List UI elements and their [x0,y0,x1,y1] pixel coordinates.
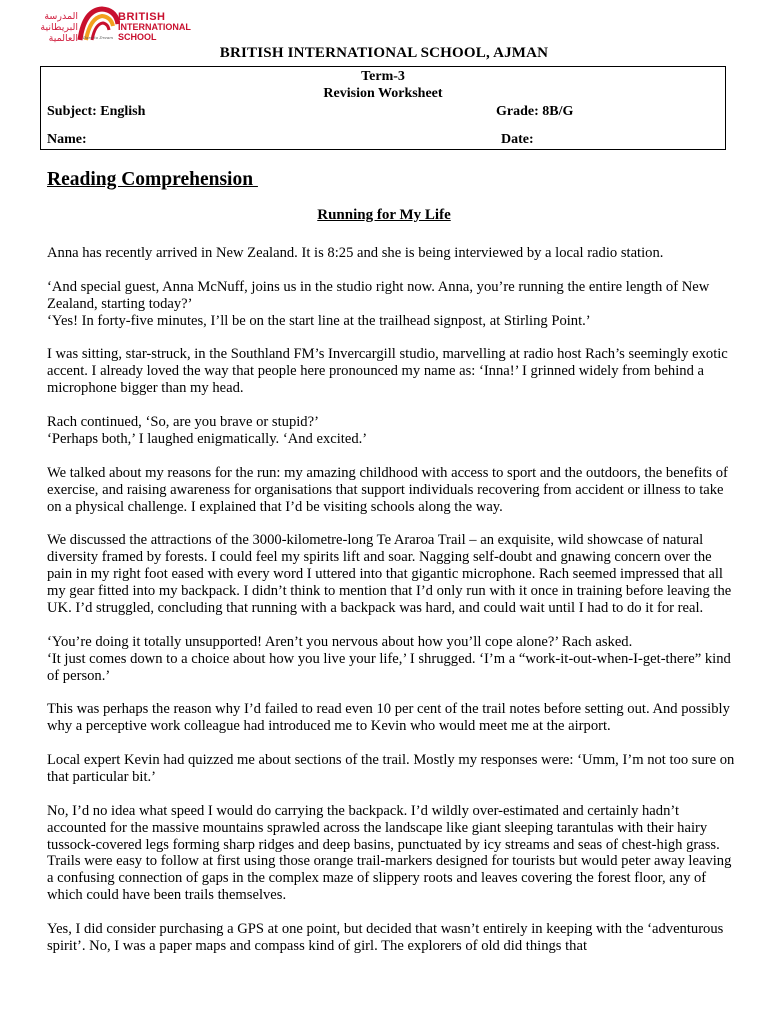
passage-paragraph: Local expert Kevin had quizzed me about sections of the trail. Mostly my responses were: ‘Umm, I’m not too sure on that particular bit.’ [47,752,735,785]
section-heading: Reading Comprehension [47,169,258,190]
passage-body [47,245,737,972]
passage-paragraph: We discussed the attractions of the 3000-kilometre-long Te Araroa Trail – an exquisite, wild showcase of natural diversity framed by forests. I could feel my spirits lift and soar. Nagging self-doubt and gnawing concern over the pain in my right foot eased with every word I uttered into that gigantic microphone. Rach seemed impressed that all my gear fitted into my backpack. I didn’t think to mention that I’d only run with it once in training before leaving the UK. I’d struggled, concluding that running with a backpack was hard, and could wait until I had to do it for real. [47,532,732,616]
passage-paragraph: I was sitting, star-struck, in the Southland FM’s Invercargill studio, marvelling at radio host Rach’s seemingly exotic accent. I already loved the way that people here pronounced my name as: ‘Inna!’ I grinned widely from behind a microphone bigger than my head. [47,346,728,397]
school-title: BRITISH INTERNATIONAL SCHOOL, AJMAN [219,45,549,61]
passage-paragraph: No, I’d no idea what speed I would do carrying the backpack. I’d wildly over-estimated and certainly hadn’t accounted for the massive mountains sprawled across the landscape like giant sleeping tarantulas with their hairy tussock-covered legs forming sharp ridges and deep basins, punctuated by icy streams and seas of chest-high grass. Trails were easy to follow at first using those orange trail-markers designed for tourists but would peter away leaving a confusing connection of gaps in the complex maze of slippery roots and leaves covering the forest floor, any of which could have been trails themselves. [47,802,732,904]
story-title: Running for My Life [317,207,451,223]
worksheet-label: Revision Worksheet [323,86,443,101]
logo-tagline: Dare to Dream [82,35,114,40]
passage-paragraph: ‘And special guest, Anna McNuff, joins us in the studio right now. Anna, you’re running the entire length of New Zealand, starting today?’ ‘Yes! In forty-five minutes, I’ll be on the start line at the trailhead signpost, at Stirling Point.’ [47,278,710,329]
school-emblem-icon [76,6,120,42]
passage-paragraph: Yes, I did consider purchasing a GPS at one point, but decided that wasn’t entirely in keeping with the ‘adventurous spirit’. No, I was a paper maps and compass kind of girl. The explorers of old did things that [47,921,724,954]
subject-label: Subject: English [47,104,146,119]
passage-paragraph: Anna has recently arrived in New Zealand. It is 8:25 and she is being interviewed by a local radio station. [47,245,664,261]
grade-label: Grade: 8B/G [496,104,574,119]
logo-arabic-text: المدرسة البريطانية العالمية [40,11,78,44]
term-label: Term-3 [361,69,405,84]
passage-paragraph: This was perhaps the reason why I’d failed to read even 10 per cent of the trail notes before setting out. And possibly why a perceptive work colleague had introduced me to Kevin who would meet me at the airport. [47,701,730,735]
logo-english-text: BRITISH INTERNATIONAL SCHOOL [118,11,191,42]
school-logo [12,6,192,42]
worksheet-info-box [40,66,726,150]
passage-paragraph: ‘You’re doing it totally unsupported! Aren’t you nervous about how you’ll cope alone?’ Rach asked. ‘It just comes down to a choice about how you live your life,’ I shrugged. ‘I’m a “work-it-out-when-I-get-there” kind of person.’ [47,633,731,684]
passage-paragraph: We talked about my reasons for the run: my amazing childhood with access to sport and the outdoors, the benefits of exercise, and raising awareness for organisations that support individuals recovering from accident or illness to take on a physical challenge. I explained that I’d be visiting schools along the way. [47,464,728,515]
passage-paragraph: Rach continued, ‘So, are you brave or stupid?’ ‘Perhaps both,’ I laughed enigmatically. ‘And excited.’ [47,414,368,447]
date-label: Date: [501,132,534,147]
name-label: Name: [47,132,87,147]
